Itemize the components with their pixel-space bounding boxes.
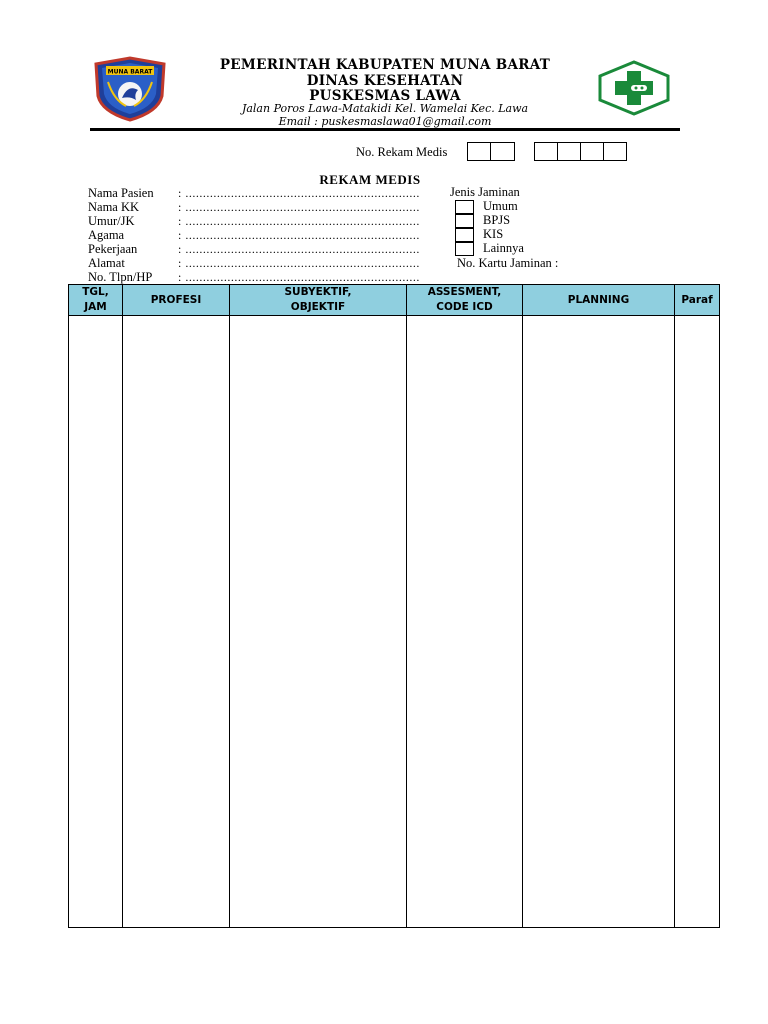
column-header-line: CODE ICD — [436, 301, 493, 313]
column-header-profession — [123, 285, 230, 316]
column-header-line: PLANNING — [567, 293, 630, 306]
field-label-occupation: Pekerjaan — [88, 242, 138, 256]
muna-barat-emblem — [90, 56, 170, 122]
header-agency: DINAS KESEHATAN — [306, 73, 464, 89]
header-email: Email : puskesmaslawa01@gmail.com — [278, 115, 492, 128]
column-header-planning — [523, 285, 675, 316]
record-number-box[interactable] — [580, 142, 604, 161]
option-lainnya: Lainnya — [483, 241, 524, 255]
table-row — [69, 316, 720, 928]
medical-record-table — [68, 284, 720, 928]
column-header-date-time — [69, 285, 123, 316]
insurance-title: Jenis Jaminan — [450, 185, 520, 199]
cell-assessment[interactable] — [407, 316, 523, 928]
field-religion[interactable]: : ................................................................... — [178, 228, 420, 242]
column-header-signature — [675, 285, 720, 316]
header-divider — [90, 128, 680, 131]
puskesmas-cross-logo — [598, 60, 670, 116]
insurance-card-number-label: No. Kartu Jaminan : — [457, 256, 559, 270]
emblem-text: MUNA BARAT — [107, 68, 153, 76]
field-phone[interactable]: : ................................................................... — [178, 270, 420, 284]
option-kis: KIS — [483, 227, 504, 241]
checkbox-umum[interactable] — [455, 200, 474, 214]
field-label-address: Alamat — [88, 256, 125, 270]
record-number-box[interactable] — [467, 142, 491, 161]
field-label-patient-name: Nama Pasien — [88, 186, 154, 200]
field-address[interactable]: : ................................................................... — [178, 256, 420, 270]
cell-subjective-objective[interactable] — [230, 316, 407, 928]
table-header-row — [69, 285, 720, 316]
column-header-line: PROFESI — [150, 293, 202, 306]
column-header-assessment — [407, 285, 523, 316]
checkbox-lainnya[interactable] — [455, 242, 474, 256]
column-header-line: JAM — [84, 301, 107, 313]
cell-date-time[interactable] — [69, 316, 123, 928]
column-header-line: SUBYEKTIF, — [284, 286, 352, 298]
field-label-family-head: Nama KK — [88, 200, 140, 214]
field-age-sex[interactable]: : ................................................................... — [178, 214, 420, 228]
field-label-age-sex: Umur/JK — [88, 214, 135, 228]
column-header-line: TGL, — [82, 286, 109, 298]
option-bpjs: BPJS — [483, 213, 511, 227]
record-number-box[interactable] — [603, 142, 627, 161]
field-label-religion: Agama — [88, 228, 125, 242]
field-patient-name[interactable]: : ................................................................... — [178, 186, 420, 200]
column-header-line: OBJEKTIF — [290, 301, 346, 313]
header-puskesmas: PUSKESMAS LAWA — [309, 88, 461, 104]
record-number-label: No. Rekam Medis — [356, 145, 448, 159]
header-address: Jalan Poros Lawa-Matakidi Kel. Wamelai Kec. Lawa — [241, 102, 529, 115]
record-number-box[interactable] — [534, 142, 558, 161]
header-government: PEMERINTAH KABUPATEN MUNA BARAT — [219, 57, 551, 73]
record-number-box[interactable] — [557, 142, 581, 161]
column-header-line: Paraf — [681, 293, 713, 306]
cell-planning[interactable] — [523, 316, 675, 928]
field-occupation[interactable]: : ................................................................... — [178, 242, 420, 256]
field-family-head[interactable]: : ................................................................... — [178, 200, 420, 214]
record-number-box[interactable] — [490, 142, 515, 161]
column-header-subjective-objective — [230, 285, 407, 316]
form-title: REKAM MEDIS — [319, 172, 421, 187]
checkbox-kis[interactable] — [455, 228, 474, 242]
option-umum: Umum — [483, 199, 518, 213]
checkbox-bpjs[interactable] — [455, 214, 474, 228]
cell-profession[interactable] — [123, 316, 230, 928]
column-header-line: ASSESMENT, — [427, 286, 502, 298]
cell-signature[interactable] — [675, 316, 720, 928]
field-label-phone: No. Tlpn/HP — [88, 270, 153, 284]
